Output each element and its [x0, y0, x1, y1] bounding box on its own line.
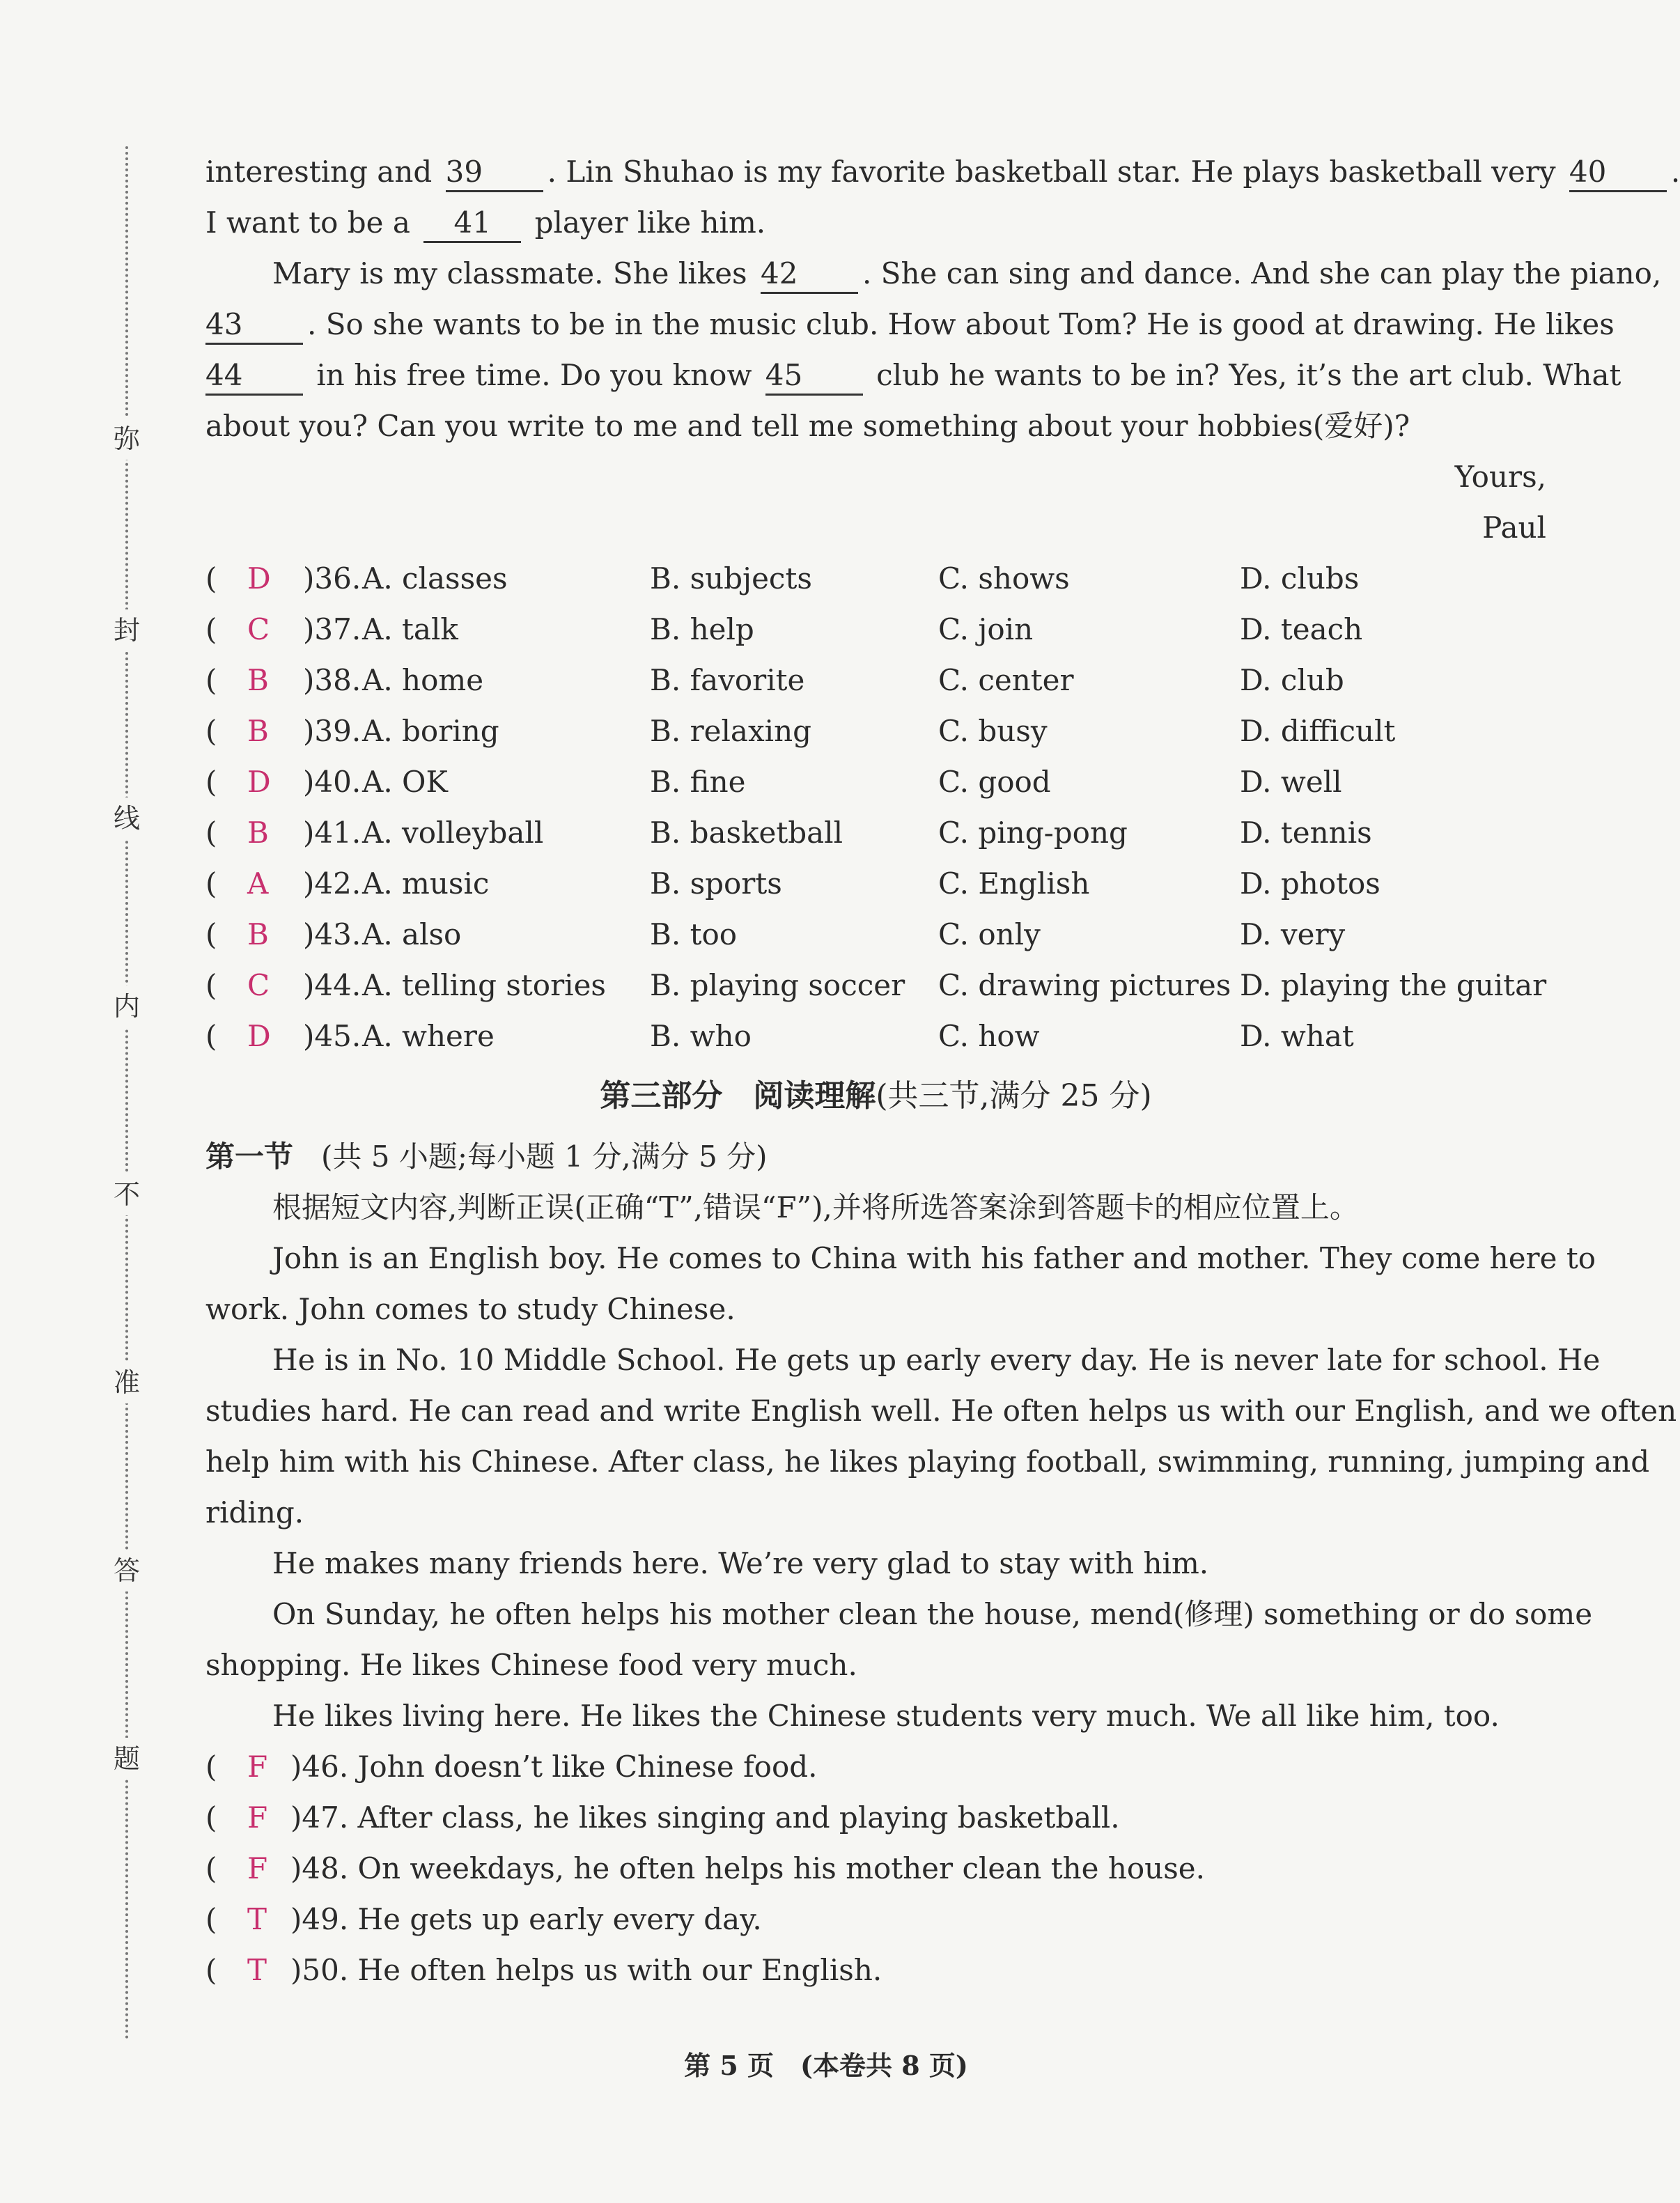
blank-40: 40 — [1569, 154, 1667, 192]
letter-closing: Yours, — [1454, 460, 1546, 494]
answer-mark: F — [247, 1851, 268, 1885]
answer-mark: D — [247, 765, 271, 799]
binding-char-4: 内 — [106, 986, 148, 1027]
passage-line: He likes living here. He likes the Chinese students very much. We all like him, too. — [272, 1699, 1500, 1733]
cloze-line-1: interesting and 39 . Lin Shuhao is my favorite basketball star. He plays basketball very 40 . — [205, 146, 1546, 197]
part3-heading: 第三部分 阅读理解(共三节,满分 25 分) — [600, 1078, 1152, 1114]
binding-char-1: 弥 — [106, 418, 148, 460]
binding-char-8: 题 — [106, 1738, 148, 1780]
passage-line: help him with his Chinese. After class, he likes playing football, swimming, running, jumping and — [205, 1445, 1650, 1479]
tf-question: ( F )48. On weekdays, he often helps his mother clean the house. — [205, 1843, 1546, 1894]
passage-line: John is an English boy. He comes to China with his father and mother. They come here to — [272, 1241, 1596, 1275]
answer-mark: B — [247, 714, 269, 748]
section1-heading: 第一节 (共 5 小题;每小题 1 分,满分 5 分) — [205, 1139, 768, 1174]
mc-question: ( D )45. A. where B. who C. how D. what — [205, 1011, 1546, 1061]
answer-mark: T — [247, 1902, 267, 1936]
binding-char-2: 封 — [106, 609, 148, 651]
answer-mark: T — [247, 1953, 267, 1987]
passage-line: shopping. He likes Chinese food very much. — [205, 1648, 857, 1682]
cloze-line-5: 44 in his free time. Do you know 45 club he wants to be in? Yes, it’s the art club. What — [205, 350, 1546, 400]
tf-question: ( F )46. John doesn’t like Chinese food. — [205, 1741, 1546, 1792]
mc-question: ( B )39. A. boring B. relaxing C. busy D. difficult — [205, 706, 1546, 756]
answer-mark: C — [247, 968, 270, 1002]
tf-question: ( T )50. He often helps us with our English. — [205, 1945, 1546, 1995]
binding-char-3: 线 — [106, 797, 148, 839]
passage-line: He is in No. 10 Middle School. He gets up early every day. He is never late for school. He — [272, 1343, 1601, 1377]
letter-signature: Paul — [1482, 511, 1546, 545]
answer-mark: D — [247, 1019, 271, 1053]
mc-question: ( D )36. A. classes B. subjects C. shows D. clubs — [205, 553, 1546, 604]
blank-42: 42 — [761, 256, 858, 294]
blank-44: 44 — [205, 357, 303, 396]
blank-39: 39 — [446, 154, 543, 192]
page-content — [205, 146, 1680, 1995]
cloze-line-3: Mary is my classmate. She likes 42 . She can sing and dance. And she can play the piano, — [205, 248, 1546, 299]
page-footer: 第 5 页 (本卷共 8 页) — [684, 2050, 968, 2081]
answer-mark: F — [247, 1800, 268, 1835]
blank-43: 43 — [205, 306, 303, 345]
mc-question: ( B )43. A. also B. too C. only D. very — [205, 909, 1546, 960]
blank-45: 45 — [765, 357, 863, 396]
mc-question: ( B )38. A. home B. favorite C. center D. club — [205, 655, 1546, 706]
tf-question: ( T )49. He gets up early every day. — [205, 1894, 1546, 1945]
binding-char-5: 不 — [106, 1174, 148, 1215]
blank-41: 41 — [423, 205, 521, 243]
answer-mark: A — [247, 866, 269, 901]
mc-question: ( C )37. A. talk B. help C. join D. teach — [205, 604, 1546, 655]
passage-line: He makes many friends here. We’re very glad to stay with him. — [272, 1546, 1209, 1580]
binding-char-6: 准 — [106, 1362, 148, 1403]
cloze-line-6: about you? Can you write to me and tell me something about your hobbies(爱好)? — [205, 409, 1410, 443]
answer-mark: C — [247, 612, 270, 646]
cloze-line-4: 43 . So she wants to be in the music club. How about Tom? He is good at drawing. He likes — [205, 299, 1546, 350]
cloze-line-2: I want to be a 41 player like him. — [205, 197, 1546, 248]
binding-char-7: 答 — [106, 1550, 148, 1591]
mc-question-list — [205, 553, 1546, 1061]
answer-mark: D — [247, 561, 271, 595]
mc-question: ( C )44. A. telling stories B. playing soccer C. drawing pictures D. playing the guitar — [205, 960, 1546, 1011]
passage-line: work. John comes to study Chinese. — [205, 1292, 736, 1326]
passage-line: riding. — [205, 1495, 304, 1529]
answer-mark: B — [247, 816, 269, 850]
mc-question: ( B )41. A. volleyball B. basketball C. ping-pong D. tennis — [205, 807, 1546, 858]
answer-mark: B — [247, 663, 269, 697]
mc-question: ( D )40. A. OK B. fine C. good D. well — [205, 756, 1546, 807]
mc-question: ( A )42. A. music B. sports C. English D. photos — [205, 858, 1546, 909]
passage-line: On Sunday, he often helps his mother clean the house, mend(修理) something or do some — [272, 1597, 1593, 1631]
section1-instruction: 根据短文内容,判断正误(正确“T”,错误“F”),并将所选答案涂到答题卡的相应位置上。 — [272, 1190, 1359, 1224]
answer-mark: B — [247, 917, 269, 951]
reading-passage — [205, 1233, 1677, 1741]
tf-question-list — [205, 1741, 1546, 1995]
passage-line: studies hard. He can read and write English well. He often helps us with our English, and we often — [205, 1394, 1677, 1428]
answer-mark: F — [247, 1750, 268, 1784]
tf-question: ( F )47. After class, he likes singing and playing basketball. — [205, 1792, 1546, 1843]
